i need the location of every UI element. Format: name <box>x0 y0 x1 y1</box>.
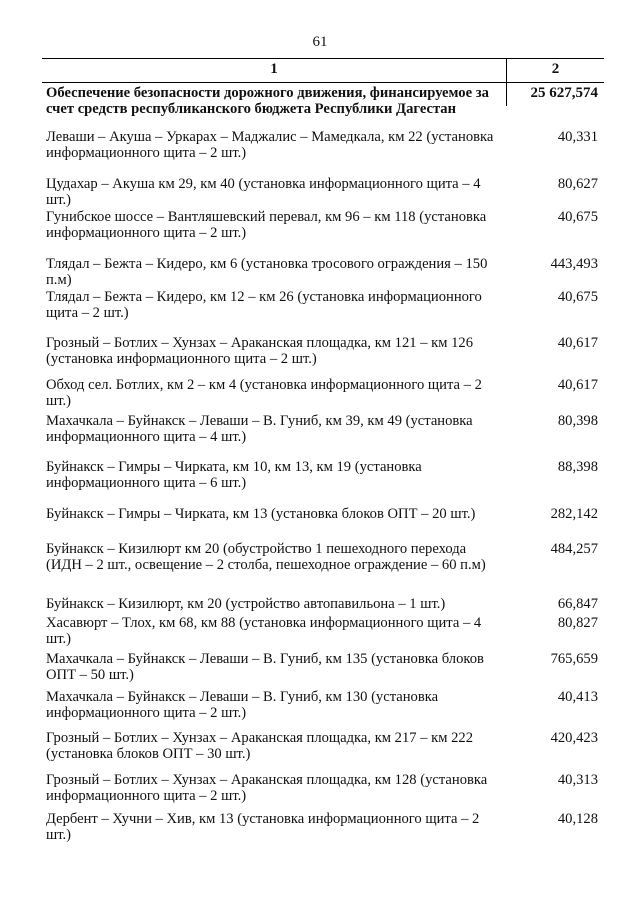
row-value: 40,331 <box>557 129 598 145</box>
row-description: Буйнакск – Гимры – Чирката, км 10, км 13, км 19 (установка информационного щита – 6 шт.) <box>46 459 422 491</box>
row-description: Тлядал – Бежта – Кидеро, км 6 (установка тросового ограждения – 150 п.м) <box>46 256 488 288</box>
row-value: 282,142 <box>550 506 598 522</box>
row-value: 40,313 <box>557 772 598 788</box>
page-number: 61 <box>312 34 328 50</box>
row-value: 80,627 <box>557 176 598 192</box>
row-description: Махачкала – Буйнакск – Леваши – В. Гуниб, км 135 (установка блоков ОПТ – 50 шт.) <box>46 651 484 683</box>
row-value: 80,398 <box>557 413 598 429</box>
row-description: Гунибское шоссе – Вантляшевский перевал, км 96 – км 118 (установка информационного щита – 2 шт.) <box>46 209 487 241</box>
row-value: 40,128 <box>557 811 598 827</box>
row-value: 40,413 <box>557 689 598 705</box>
table-top-border <box>42 58 604 59</box>
row-description: Грозный – Ботлих – Хунзах – Араканская площадка, км 128 (установка информационного щита – 2 шт.) <box>46 772 488 804</box>
row-description: Цудахар – Акуша км 29, км 40 (установка информационного щита – 4 шт.) <box>46 176 481 208</box>
row-value: 40,617 <box>557 335 598 351</box>
row-description: Грозный – Ботлих – Хунзах – Араканская площадка, км 121 – км 126 (установка информационного щита – 2 шт.) <box>46 335 474 367</box>
row-value: 80,827 <box>557 615 598 631</box>
row-description: Тлядал – Бежта – Кидеро, км 12 – км 26 (установка информационного щита – 2 шт.) <box>46 289 482 321</box>
row-value: 40,617 <box>557 377 598 393</box>
row-description: Обеспечение безопасности дорожного движения, финансируемое за счет средств республиканского бюджета Республики Дагестан <box>46 85 489 117</box>
row-value: 420,423 <box>550 730 598 746</box>
table-header-col2: 2 <box>551 61 560 77</box>
row-description: Грозный – Ботлих – Хунзах – Араканская площадка, км 217 – км 222 (установка блоков ОПТ – 30 шт.) <box>46 730 474 762</box>
row-description: Леваши – Акуша – Уркарах – Маджалис – Мамедкала, км 22 (установка информационного щита – 2 шт.) <box>46 129 494 161</box>
row-value: 484,257 <box>550 541 598 557</box>
row-value: 443,493 <box>550 256 598 272</box>
row-description: Обход сел. Ботлих, км 2 – км 4 (установка информационного щита – 2 шт.) <box>46 377 482 409</box>
row-description: Махачкала – Буйнакск – Леваши – В. Гуниб, км 39, км 49 (установка информационного щита – 4 шт.) <box>46 413 473 445</box>
table-header-border <box>42 82 604 83</box>
row-description: Буйнакск – Кизилюрт км 20 (обустройство 1 пешеходного перехода (ИДН – 2 шт., освещение – 2 столба, пешеходное ограждение – 60 п.м) <box>46 541 486 573</box>
row-value: 40,675 <box>557 209 598 225</box>
row-value: 66,847 <box>557 596 598 612</box>
row-description: Буйнакск – Кизилюрт, км 20 (устройство автопавильона – 1 шт.) <box>46 596 446 612</box>
row-description: Хасавюрт – Тлох, км 68, км 88 (установка информационного щита – 4 шт.) <box>46 615 482 647</box>
row-value: 765,659 <box>550 651 598 667</box>
row-description: Махачкала – Буйнакск – Леваши – В. Гуниб, км 130 (установка информационного щита – 2 шт.) <box>46 689 439 721</box>
row-description: Буйнакск – Гимры – Чирката, км 13 (установка блоков ОПТ – 20 шт.) <box>46 506 476 522</box>
row-value: 40,675 <box>557 289 598 305</box>
row-value: 88,398 <box>557 459 598 475</box>
table-header-col1: 1 <box>270 61 278 77</box>
row-description: Дербент – Хучни – Хив, км 13 (установка информационного щита – 2 шт.) <box>46 811 480 843</box>
row-value: 25 627,574 <box>530 85 598 101</box>
